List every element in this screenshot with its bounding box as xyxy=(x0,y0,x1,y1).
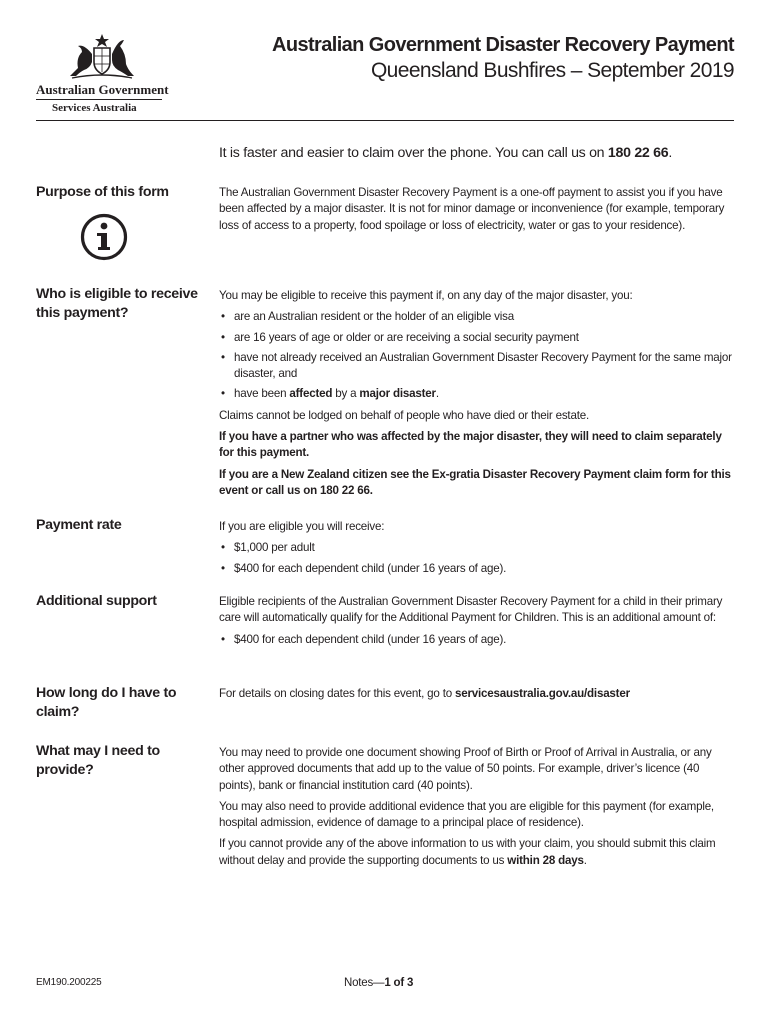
eligibility-note: Claims cannot be lodged on behalf of people who have died or their estate. xyxy=(219,408,589,422)
documents-text: You may need to provide one document showing Proof of Birth or Proof of Arrival in Australia, or any other approved documents that add up to the value of 50 points. For example, driver’s licence (40 points), bank or financial institution card (40 points). xyxy=(219,746,712,792)
evidence-text: You may also need to provide additional evidence that you are eligible for this payment (for example, hospital admission, evidence of damage to a principal place of residence). xyxy=(219,799,714,830)
eligibility-list xyxy=(219,309,736,402)
eligibility-intro: You may be eligible to receive this payment if, on any day of the major disaster, you: xyxy=(219,289,633,302)
section-heading: Purpose of this form xyxy=(36,184,169,200)
rate-list xyxy=(219,540,736,577)
form-title-block xyxy=(272,32,734,84)
coat-of-arms-icon xyxy=(64,32,140,80)
info-icon xyxy=(80,213,128,261)
nz-citizen-note: If you are a New Zealand citizen see the Ex-gratia Disaster Recovery Payment claim form for this event or call us on 180 22 66. xyxy=(219,467,731,497)
section-purpose xyxy=(36,183,736,273)
disaster-link[interactable]: servicesaustralia.gov.au/disaster xyxy=(454,687,630,700)
additional-text: Eligible recipients of the Australian Government Disaster Recovery Payment for a child in their primary care will automatically qualify for the Additional Payment for Children. This is an additional amount of: xyxy=(219,595,723,625)
phone-number: 180 22 66 xyxy=(607,145,669,161)
list-item: • are an Australian resident or the holder of an eligible visa xyxy=(219,309,736,325)
list-item: • have not already received an Australian Government Disaster Recovery Payment for the same major disaster, and xyxy=(219,350,736,383)
list-item: • $400 for each dependent child (under 16 years of age). xyxy=(219,632,736,648)
purpose-text: The Australian Government Disaster Recovery Payment is a one-off payment to assist you if you have been affected by a major disaster. It is not for minor damage or inconvenience (for example, temporary loss of access to a property, food spoilage or loss of electricity, water or gas to your residence). xyxy=(219,186,725,232)
phone-intro-end: . xyxy=(668,145,672,161)
section-body xyxy=(219,519,736,582)
additional-list xyxy=(219,632,736,648)
logo-divider xyxy=(36,99,162,100)
form-title: Australian Government Disaster Recovery Payment xyxy=(272,34,734,56)
list-item: • $1,000 per adult xyxy=(219,540,736,556)
section-body xyxy=(219,185,736,239)
section-body xyxy=(219,594,736,653)
list-item: • have been affected by a major disaster. xyxy=(219,386,736,402)
section-additional-support xyxy=(36,592,736,672)
section-body xyxy=(219,745,736,874)
rate-intro: If you are eligible you will receive: xyxy=(219,520,385,533)
logo-text-government: Australian Government xyxy=(36,82,169,97)
section-heading: Payment rate xyxy=(36,517,122,533)
section-heading: How long do I have to claim? xyxy=(36,685,177,720)
section-claim-period xyxy=(36,684,736,729)
logo-text-services: Services Australia xyxy=(52,102,137,114)
section-body xyxy=(219,686,736,707)
section-body xyxy=(219,288,736,504)
form-code: EM190.200225 xyxy=(36,977,102,988)
header-divider xyxy=(36,120,734,121)
phone-intro xyxy=(219,145,672,161)
section-eligibility xyxy=(36,285,736,495)
section-heading: What may I need to provide? xyxy=(36,743,160,778)
deadline-text: If you cannot provide any of the above information to us with your claim, you should submit this claim without delay and provide the supporting documents to us within 28 days. xyxy=(219,837,716,867)
list-item: • $400 for each dependent child (under 16 years of age). xyxy=(219,561,736,577)
form-subtitle: Queensland Bushfires – September 2019 xyxy=(370,59,734,82)
list-item: • are 16 years of age or older or are receiving a social security payment xyxy=(219,330,736,346)
section-heading: Additional support xyxy=(36,593,157,609)
partner-note: If you have a partner who was affected by the major disaster, they will need to claim separately for this payment. xyxy=(219,430,722,460)
section-payment-rate xyxy=(36,516,736,576)
phone-intro-text: It is faster and easier to claim over the phone. You can call us on xyxy=(219,145,608,161)
page-number: Notes—1 of 3 xyxy=(344,977,414,989)
section-documents xyxy=(36,742,736,882)
claim-period-text: For details on closing dates for this event, go to servicesaustralia.gov.au/disaster xyxy=(219,687,630,700)
section-heading: Who is eligible to receive this payment? xyxy=(36,286,198,321)
